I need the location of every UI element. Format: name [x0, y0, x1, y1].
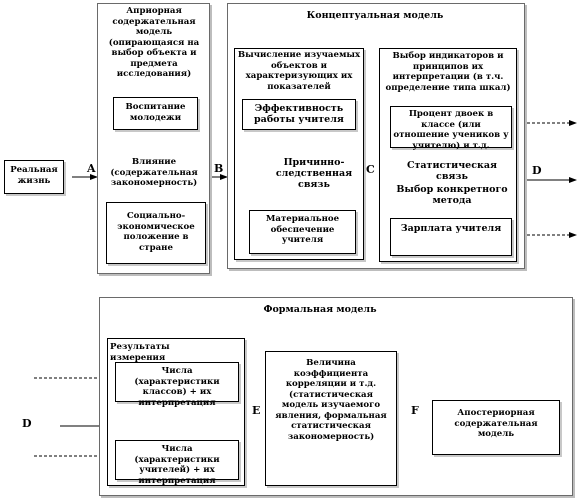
- aposteriori-box: [432, 400, 560, 455]
- correlation-box: [265, 351, 397, 486]
- calc-objects-label: Вычисление изучаемых объектов и характеризующих их показателей: [237, 50, 361, 92]
- percent-box: [390, 106, 512, 151]
- salary-label: Зарплата учителя: [400, 223, 502, 234]
- numbers-classes-box: [115, 362, 239, 408]
- effectiveness-box: [242, 99, 356, 130]
- material-box: [249, 210, 356, 254]
- label-e: E: [252, 404, 261, 417]
- percent-label: Процент двоек в классе (или отношение учеников у учителю) и т.д.: [393, 109, 509, 151]
- salary-box: [390, 218, 512, 256]
- label-d-right: D: [532, 164, 542, 177]
- label-d-left: D: [22, 417, 32, 430]
- label-f: F: [411, 404, 419, 417]
- vospitanie-label: Воспитание молодежи: [125, 102, 186, 123]
- stat-link-label: Статистическая связь: [406, 160, 498, 182]
- cause-effect-label: Причинно-следственная связь: [275, 157, 353, 190]
- vospitanie-box: [113, 97, 198, 130]
- numbers-classes-label: Числа (характеристики классов) + их интерпретация: [134, 366, 220, 408]
- effectiveness-label: Эффективность работы учителя: [254, 103, 344, 125]
- correlation-label: Величина коэффициента корреляции и т.д. (статистическая модель изучаемого явления, формальная статистическая закономерность): [275, 358, 387, 442]
- label-a: A: [87, 162, 96, 175]
- socio-box: [106, 202, 206, 264]
- real-life-label: Реальная жизнь: [10, 165, 58, 186]
- numbers-teachers-box: [115, 440, 239, 486]
- apriori-model-label: Априорная содержательная модель (опирающаяся на выбор объекта и предмета исследования): [108, 6, 200, 79]
- label-c: C: [366, 163, 375, 176]
- label-b: B: [214, 162, 224, 175]
- real-life-box: [4, 160, 64, 194]
- conceptual-model-title: Концептуальная модель: [306, 10, 444, 21]
- formal-model-title: Формальная модель: [263, 304, 377, 315]
- numbers-teachers-label: Числа (характеристики учителей) + их интерпретация: [134, 444, 220, 486]
- material-label: Материальное обеспечение учителя: [265, 214, 340, 245]
- indicator-choice-label: Выбор индикаторов и принципов их интерпретации (в т.ч. определение типа шкал): [385, 51, 511, 93]
- aposteriori-label: Апостериорная содержательная модель: [454, 408, 538, 439]
- socio-label: Социально-экономическое положение в стране: [117, 211, 195, 253]
- method-choice-label: Выбор конкретного метода: [396, 184, 508, 206]
- results-title: Результаты измерения: [110, 342, 170, 363]
- vliyanie-label: Влияние (содержательная закономерность): [110, 157, 198, 188]
